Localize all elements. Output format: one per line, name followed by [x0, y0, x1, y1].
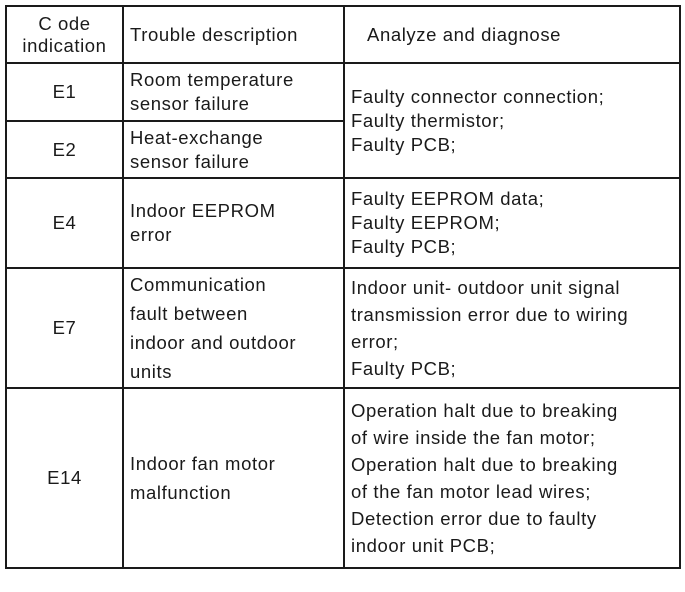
- diagnosis-line: Faulty connector connection;: [351, 85, 605, 107]
- description-line: error: [130, 224, 173, 245]
- header-code-indication: [6, 6, 123, 63]
- header-code-line-1: C ode: [38, 12, 91, 34]
- table-row-e4: [6, 178, 680, 268]
- diagnosis-cell-e4: [344, 178, 680, 268]
- diagnosis-line: of wire inside the fan motor;: [351, 427, 596, 448]
- diagnosis-cell-e1-e2: [344, 63, 680, 178]
- diagnosis-line: Indoor unit- outdoor unit signal: [351, 277, 621, 298]
- diagnosis-line: Faulty thermistor;: [351, 109, 505, 131]
- diagnosis-cell-e14: [344, 388, 680, 568]
- diagnosis-line: of the fan motor lead wires;: [351, 481, 591, 502]
- description-line: Heat-exchange: [130, 126, 264, 148]
- table-row-e14: [6, 388, 680, 568]
- description-line: malfunction: [130, 482, 232, 503]
- code-cell-e1: E1: [6, 63, 123, 121]
- diagnosis-line: transmission error due to wiring: [351, 304, 629, 325]
- code-cell-e4: E4: [6, 178, 123, 268]
- description-cell-e7: [123, 268, 344, 388]
- diagnosis-cell-e7: [344, 268, 680, 388]
- diagnosis-line: Operation halt due to breaking: [351, 454, 618, 475]
- diagnosis-line: Faulty PCB;: [351, 236, 457, 257]
- table-header-row: [6, 6, 680, 63]
- diagnosis-line: Operation halt due to breaking: [351, 400, 618, 421]
- header-trouble-description: Trouble description: [123, 6, 344, 63]
- diagnosis-line: Faulty EEPROM;: [351, 212, 501, 233]
- header-code-line-2: indication: [22, 34, 107, 56]
- diagnosis-line: error;: [351, 331, 399, 352]
- description-cell-e14: [123, 388, 344, 568]
- code-cell-e14: E14: [6, 388, 123, 568]
- description-line: sensor failure: [130, 150, 250, 172]
- description-line: Room temperature: [130, 69, 294, 90]
- description-cell-e4: [123, 178, 344, 268]
- description-cell-e1: [123, 63, 344, 121]
- table-row-e1: [6, 63, 680, 121]
- code-cell-e2: E2: [6, 121, 123, 178]
- code-cell-e7: E7: [6, 268, 123, 388]
- diagnosis-line: Faulty PCB;: [351, 358, 457, 379]
- trouble-code-table: [5, 5, 681, 569]
- table-row-e7: [6, 268, 680, 388]
- description-line: indoor and outdoor: [130, 332, 297, 353]
- description-cell-e2: [123, 121, 344, 178]
- diagnosis-line: Faulty EEPROM data;: [351, 188, 545, 209]
- description-line: fault between: [130, 303, 248, 324]
- description-line: Indoor EEPROM: [130, 200, 276, 221]
- diagnosis-line: indoor unit PCB;: [351, 535, 496, 556]
- description-line: units: [130, 361, 173, 382]
- header-analyze-diagnose: Analyze and diagnose: [344, 6, 680, 63]
- diagnosis-line: Faulty PCB;: [351, 133, 457, 155]
- description-line: sensor failure: [130, 93, 250, 114]
- diagnosis-line: Detection error due to faulty: [351, 508, 597, 529]
- description-line: Communication: [130, 274, 267, 295]
- description-line: Indoor fan motor: [130, 453, 276, 474]
